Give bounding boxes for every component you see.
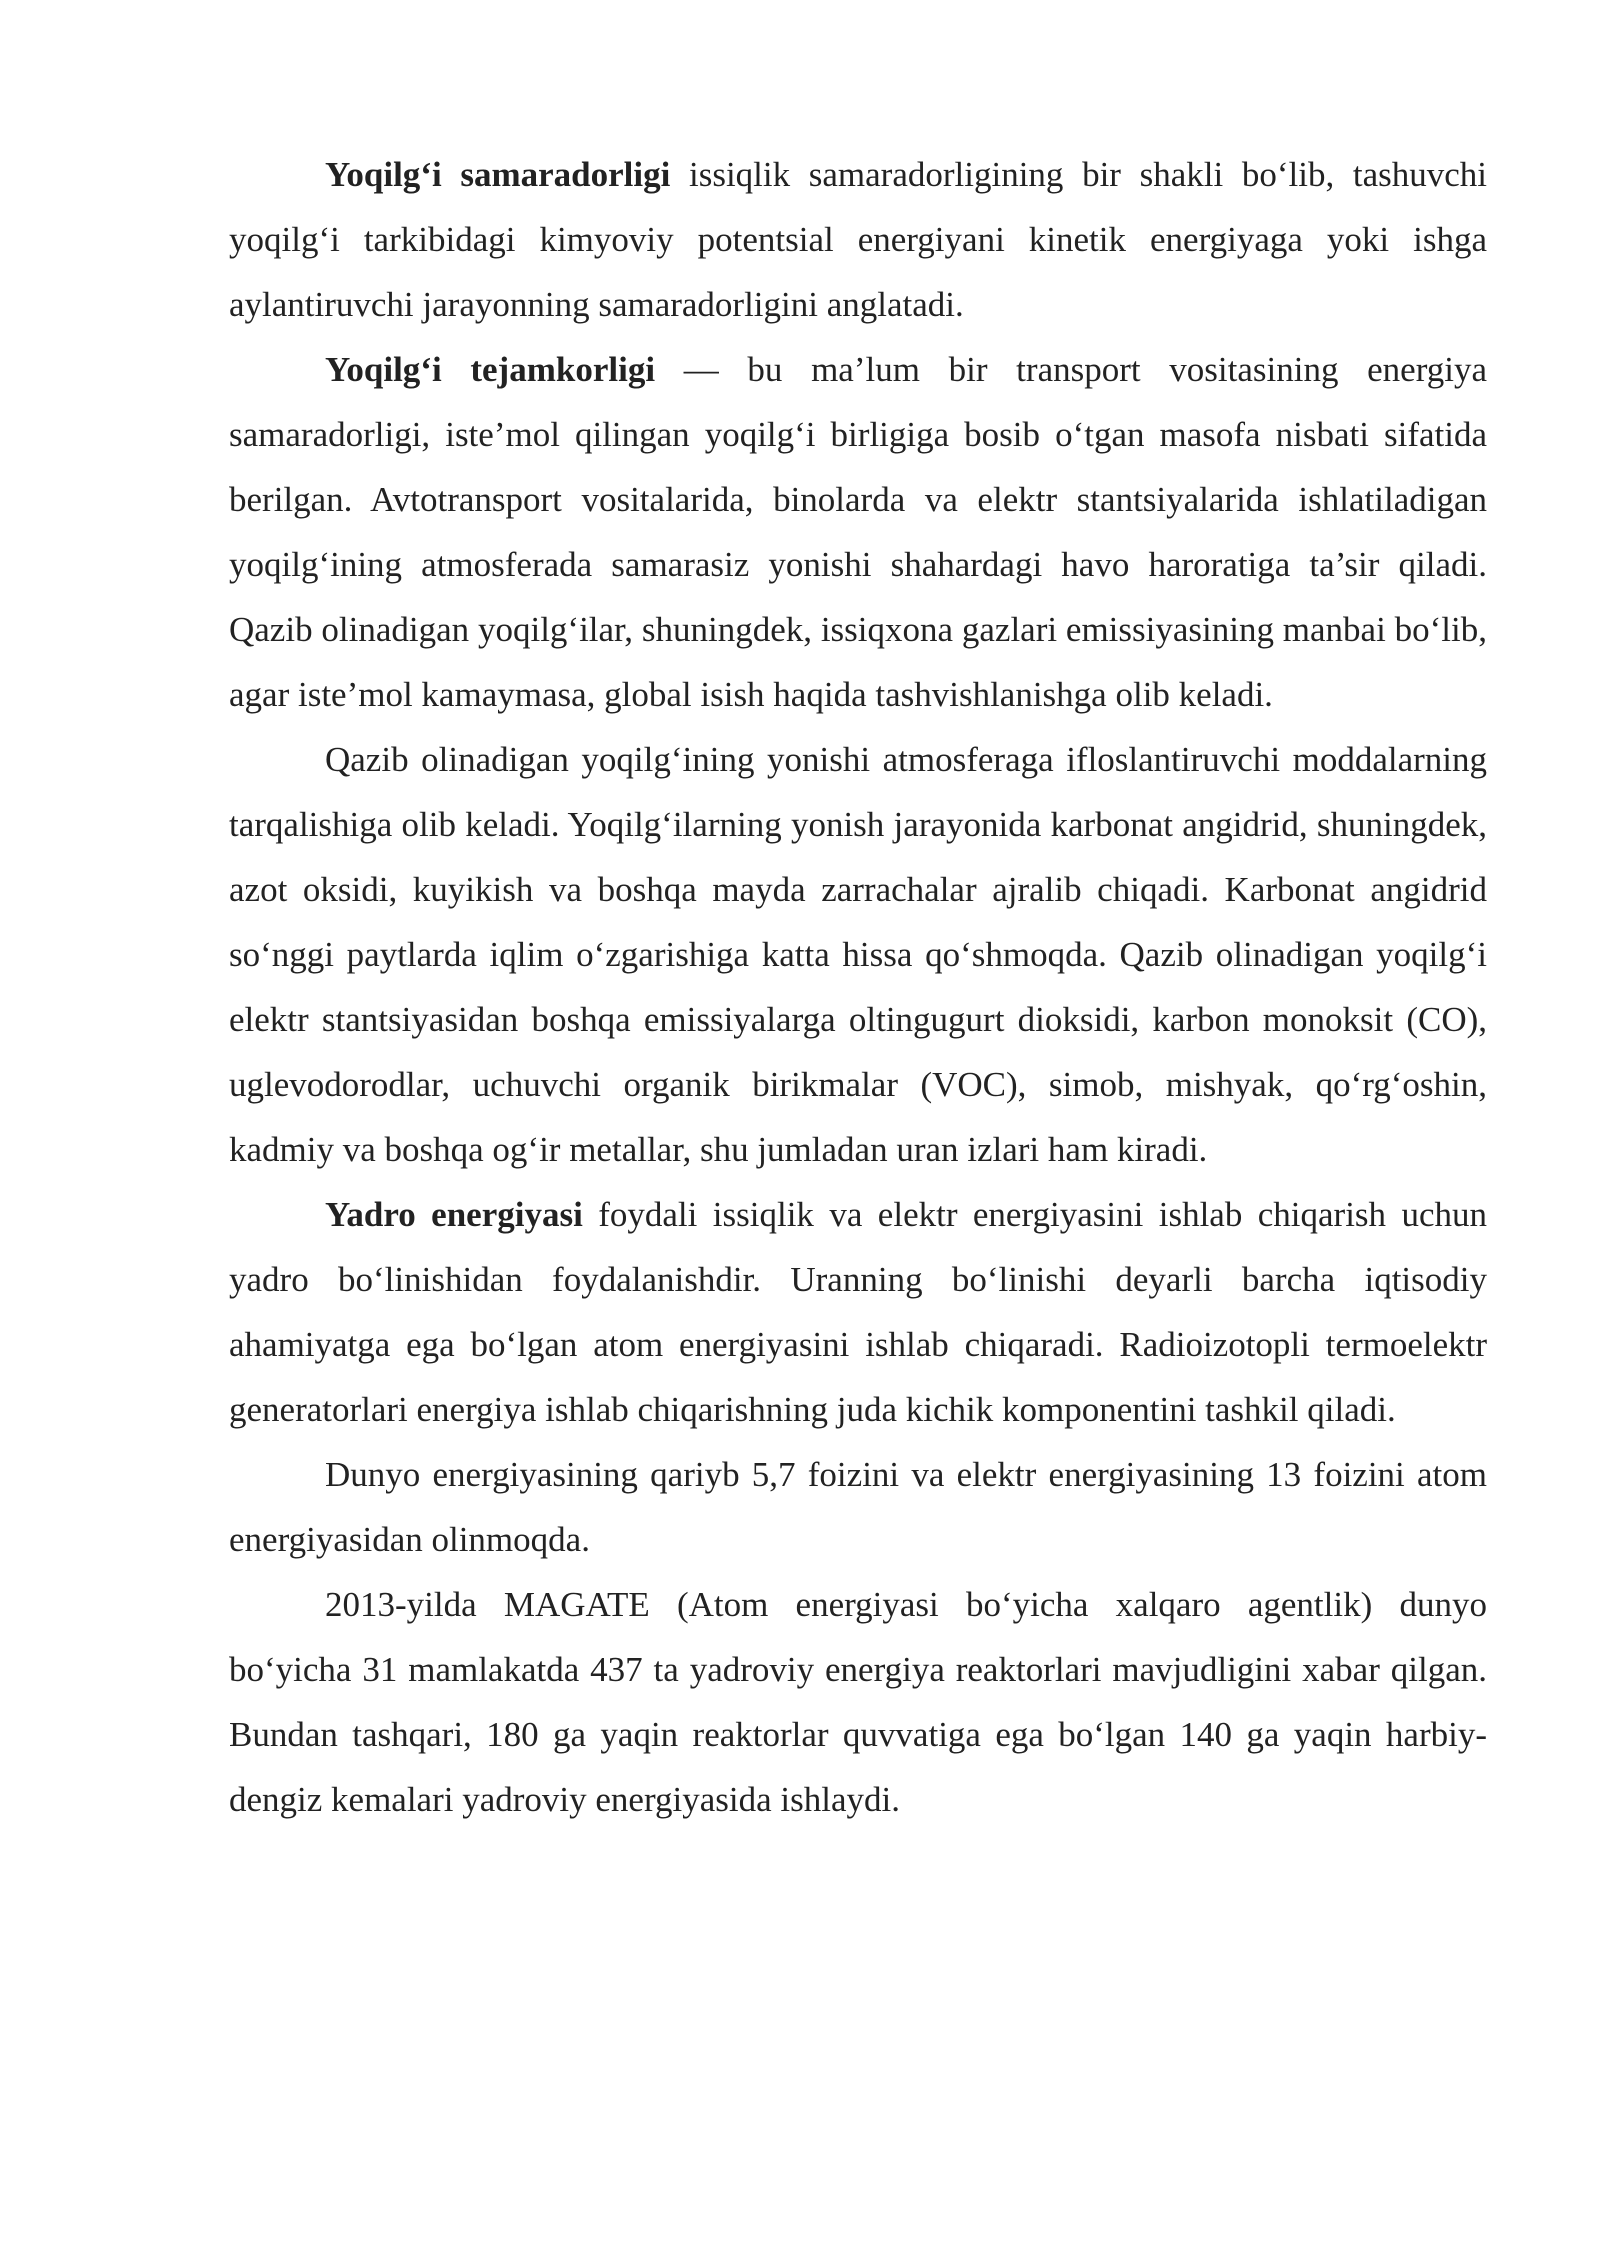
term-nuclear-energy: Yadro energiyasi bbox=[325, 1195, 583, 1234]
document-page bbox=[229, 142, 1487, 1832]
paragraph-text: — bu ma’lum bir transport vositasining energiya samaradorligi, iste’mol qilingan yoqilg‘i birligiga bosib o‘tgan masofa nisbati sifatida berilgan. Avtotransport vositalarida, binolarda va elektr stantsiyalarida ishlatiladigan yoqilg‘ining atmosferada samarasiz yonishi shahardagi havo haroratiga ta’sir qiladi. Qazib olinadigan yoqilg‘ilar, shuningdek, issiqxona gazlari emissiyasining manbai bo‘lib, agar iste’mol kamaymasa, global isish haqida tashvishlanishga olib keladi. bbox=[229, 350, 1487, 714]
term-fuel-efficiency: Yoqilg‘i samaradorligi bbox=[325, 155, 671, 194]
paragraph-fuel-efficiency bbox=[229, 142, 1487, 337]
paragraph-iaea-report bbox=[229, 1572, 1487, 1832]
paragraph-text: 2013-yilda MAGATE (Atom energiyasi bo‘yicha xalqaro agentlik) dunyo bo‘yicha 31 mamlakatda 437 ta yadroviy energiya reaktorlari mavjudligini xabar qilgan. Bundan tashqari, 180 ga yaqin reaktorlar quvvatiga ega bo‘lgan 140 ga yaqin harbiy-dengiz kemalari yadroviy energiyasida ishlaydi. bbox=[229, 1585, 1487, 1819]
paragraph-nuclear-energy bbox=[229, 1182, 1487, 1442]
paragraph-text: issiqlik samaradorligining bir shakli bo‘lib, tashuvchi yoqilg‘i tarkibidagi kimyoviy potentsial energiyani kinetik energiyaga yoki ishga aylantiruvchi jarayonning samaradorligini anglatadi. bbox=[229, 155, 1487, 324]
term-fuel-economy: Yoqilg‘i tejamkorligi bbox=[325, 350, 656, 389]
paragraph-text: Qazib olinadigan yoqilg‘ining yonishi atmosferaga ifloslantiruvchi moddalarning tarqalishiga olib keladi. Yoqilg‘ilarning yonish jarayonida karbonat angidrid, shuningdek, azot oksidi, kuyikish va boshqa mayda zarrachalar ajralib chiqadi. Karbonat angidrid so‘nggi paytlarda iqlim o‘zgarishiga katta hissa qo‘shmoqda. Qazib olinadigan yoqilg‘i elektr stantsiyasidan boshqa emissiyalarga oltingugurt dioksidi, karbon monoksit (CO), uglevodorodlar, uchuvchi organik birikmalar (VOC), simob, mishyak, qo‘rg‘oshin, kadmiy va boshqa og‘ir metallar, shu jumladan uran izlari ham kiradi. bbox=[229, 740, 1487, 1169]
paragraph-fuel-economy bbox=[229, 337, 1487, 727]
paragraph-fossil-combustion bbox=[229, 727, 1487, 1182]
paragraph-text: foydali issiqlik va elektr energiyasini ishlab chiqarish uchun yadro bo‘linishidan foydalanishdir. Uranning bo‘linishi deyarli barcha iqtisodiy ahamiyatga ega bo‘lgan atom energiyasini ishlab chiqaradi. Radioizotopli termoelektr generatorlari energiya ishlab chiqarishning juda kichik komponentini tashkil qiladi. bbox=[229, 1195, 1487, 1429]
paragraph-text: Dunyo energiyasining qariyb 5,7 foizini va elektr energiyasining 13 foizini atom energiyasidan olinmoqda. bbox=[229, 1455, 1487, 1559]
paragraph-world-share bbox=[229, 1442, 1487, 1572]
